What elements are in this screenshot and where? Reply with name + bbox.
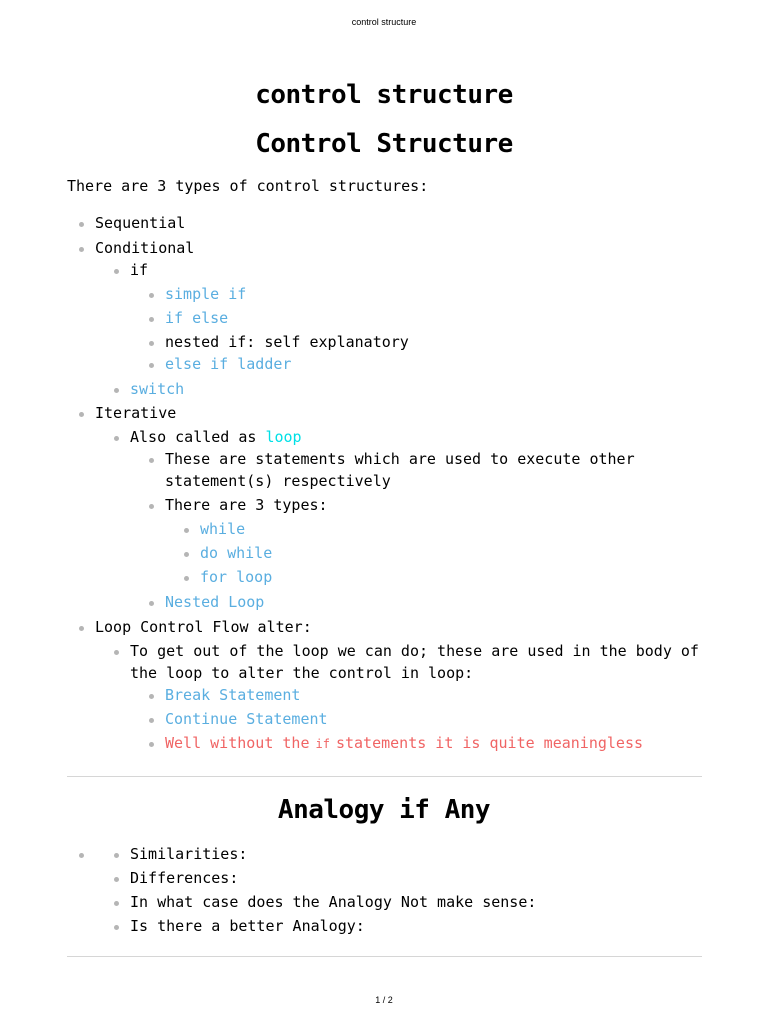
loop-control-statements	[130, 684, 705, 755]
list-item-for-loop[interactable]	[200, 566, 705, 588]
link-switch[interactable]: switch	[130, 380, 185, 398]
intro-paragraph: There are 3 types of control structures:	[67, 177, 429, 195]
item-text: nested if: self explanatory	[165, 333, 409, 351]
link-else-if-ladder[interactable]: else if ladder	[165, 355, 292, 373]
list-item-statements	[165, 448, 705, 492]
list-item-analogy-not-make-sense	[130, 891, 705, 913]
analogy-sublist	[95, 843, 705, 937]
control-structure-list	[95, 212, 705, 755]
loop-sublist	[130, 448, 705, 613]
loop-control-sublist	[95, 640, 705, 755]
link-do-while[interactable]: do while	[200, 544, 273, 562]
link-if-else[interactable]: if else	[165, 309, 229, 327]
inline-code-if: if	[315, 737, 330, 751]
list-item-iterative	[95, 402, 705, 613]
section-title-control-structure: Control Structure	[255, 129, 513, 159]
section-title-analogy: Analogy if Any	[277, 795, 491, 825]
link-continue-statement[interactable]: Continue Statement	[165, 710, 328, 728]
list-item-switch[interactable]	[130, 378, 705, 400]
list-item-do-while[interactable]	[200, 542, 705, 564]
iterative-sublist	[95, 426, 705, 613]
list-item-loop-control	[95, 616, 705, 755]
item-text: These are statements which are used to execute other statement(s) respectively	[165, 450, 635, 490]
item-text: Sequential	[95, 214, 186, 232]
document-title: control structure	[255, 80, 513, 110]
link-while[interactable]: while	[200, 520, 246, 538]
item-text: There are 3 types:	[165, 496, 328, 514]
link-simple-if[interactable]: simple if	[165, 285, 247, 303]
list-item-if	[130, 259, 705, 375]
analogy-list	[95, 843, 705, 937]
link-break-statement[interactable]: Break Statement	[165, 686, 301, 704]
conditional-sublist	[95, 259, 705, 400]
list-item-similarities	[130, 843, 705, 865]
note-text-after: statements it is quite meaningless	[335, 734, 643, 752]
list-item-differences	[130, 867, 705, 889]
list-item-note	[165, 732, 705, 755]
item-text: Is there a better Analogy:	[130, 917, 365, 935]
list-item-analogy-wrapper	[95, 843, 705, 937]
list-item-continue[interactable]	[165, 708, 705, 730]
item-text: In what case does the Analogy Not make sense:	[130, 893, 537, 911]
note-text-before: Well without the	[165, 734, 310, 752]
list-item-nested-if	[165, 331, 705, 353]
list-item-if-else[interactable]	[165, 307, 705, 329]
list-item-nested-loop[interactable]	[165, 591, 705, 613]
list-item-also-called	[130, 426, 705, 613]
list-item-break[interactable]	[165, 684, 705, 706]
item-text: Differences:	[130, 869, 239, 887]
item-text: Iterative	[95, 404, 177, 422]
list-item-conditional	[95, 237, 705, 400]
horizontal-rule	[67, 956, 702, 957]
item-text: Similarities:	[130, 845, 248, 863]
if-sublist	[130, 283, 705, 375]
item-text: Also called as	[130, 428, 266, 446]
page-number: 1 / 2	[375, 995, 393, 1005]
running-header: control structure	[351, 17, 417, 27]
list-item-three-types	[165, 494, 705, 588]
loop-types-sublist	[165, 518, 705, 588]
item-text: if	[130, 261, 149, 279]
item-text: Conditional	[95, 239, 195, 257]
item-text: Loop Control Flow alter:	[95, 618, 312, 636]
list-item-better-analogy	[130, 915, 705, 937]
link-for-loop[interactable]: for loop	[200, 568, 273, 586]
list-item-loop-control-desc	[130, 640, 705, 755]
horizontal-rule	[67, 776, 702, 777]
list-item-sequential	[95, 212, 705, 234]
list-item-simple-if[interactable]	[165, 283, 705, 305]
item-text: To get out of the loop we can do; these are used in the body of the loop to alter the control in loop:	[130, 642, 699, 682]
list-item-while[interactable]	[200, 518, 705, 540]
link-loop[interactable]: loop	[265, 428, 302, 446]
link-nested-loop[interactable]: Nested Loop	[165, 593, 265, 611]
list-item-else-if-ladder[interactable]	[165, 353, 705, 375]
